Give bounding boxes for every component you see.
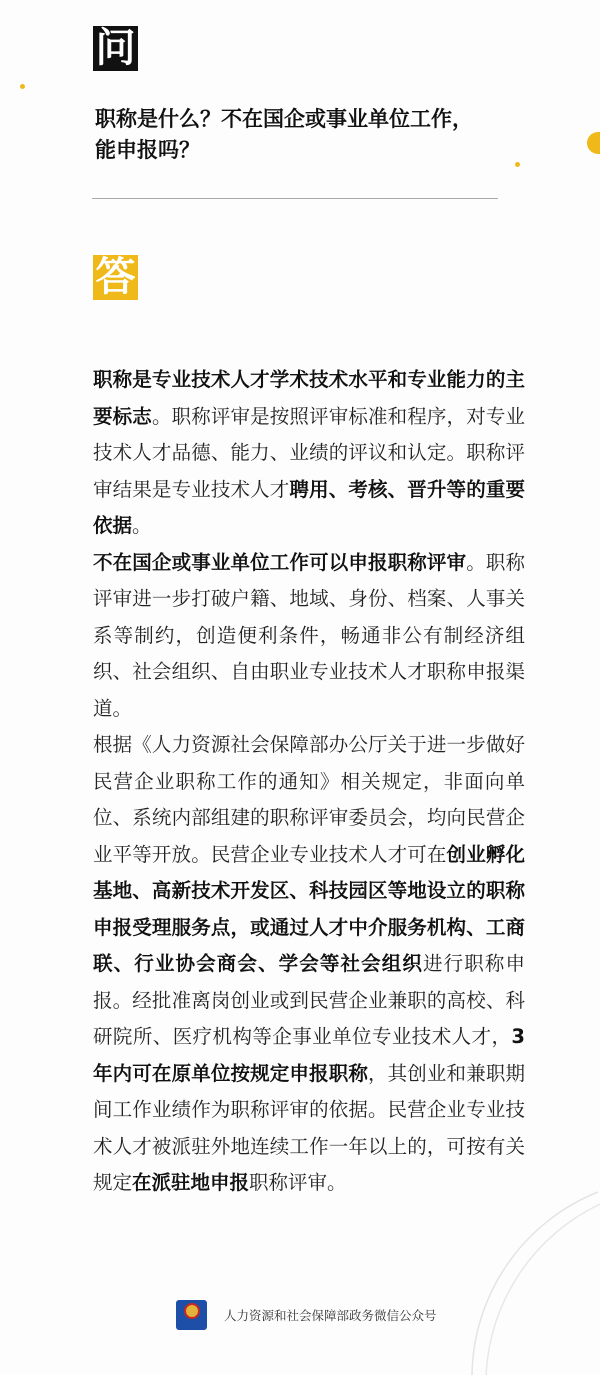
footer-source: 人力资源和社会保障部政务微信公众号: [224, 1308, 437, 1323]
decor-arcs: [460, 1190, 600, 1375]
bold-text: 创业孵化基地、高新技术开发区、科技园区等地设立的职称申报受理服务点，或通过人才中介服务机构、工商联、行业协会商会、学会等社会组织: [93, 842, 525, 975]
decor-arc: [486, 1204, 600, 1375]
decor-dot: [515, 162, 520, 167]
bold-text: 职称是专业技术人才学术技术水平和专业能力的主要标志: [93, 368, 525, 428]
footer: [176, 1300, 437, 1330]
text: 。职称评审是按照评审标准和程序，对专业技术人才品德、能力、业绩的评议和认定。职称评审结果是专业技术人才: [93, 404, 525, 501]
text: 。职称评审进一步打破户籍、地域、身份、档案、人事关系等制约，创造便利条件，畅通非公有制经济组织、社会组织、自由职业专业技术人才职称申报渠道。: [93, 550, 525, 720]
national-emblem-icon: [176, 1300, 207, 1330]
answer-badge: 答: [93, 255, 138, 300]
question-badge: 问: [93, 26, 138, 71]
bold-text: 3年内可在原单位按规定申报职称: [93, 1025, 525, 1085]
text: 。: [132, 514, 152, 537]
question-title: 职称是什么？不在国企或事业单位工作，能申报吗？: [95, 107, 473, 162]
answer-body: [93, 362, 525, 1202]
decor-dot: [20, 84, 25, 89]
answer-paragraph: [93, 545, 525, 728]
text: ，其创业和兼职期间工作业绩作为职称评审的依据。民营企业专业技术人才被派驻外地连续工作一年以上的，可按有关规定: [93, 1061, 525, 1194]
text: 职称评审。: [249, 1171, 347, 1194]
text: 根据《人力资源社会保障部办公厅关于进一步做好民营企业职称工作的通知》相关规定，非面向单位、系统内部组建的职称评审委员会，均向民营企业平等开放。民营企业专业技术人才可在: [93, 733, 525, 866]
text: 进行职称申报。经批准离岗创业或到民营企业兼职的高校、科研院所、医疗机构等企事业单位专业技术人才，: [93, 952, 525, 1048]
bold-text: 聘用、考核、晋升等的重要依据: [93, 477, 525, 537]
bold-text: 在派驻地申报: [132, 1171, 250, 1194]
answer-paragraph: [93, 362, 525, 545]
divider: [92, 198, 498, 199]
decor-arc: [472, 1192, 598, 1375]
decor-dot: [587, 132, 600, 154]
bold-text: 不在国企或事业单位工作可以申报职称评审: [93, 550, 467, 574]
answer-paragraph: [93, 727, 525, 1202]
